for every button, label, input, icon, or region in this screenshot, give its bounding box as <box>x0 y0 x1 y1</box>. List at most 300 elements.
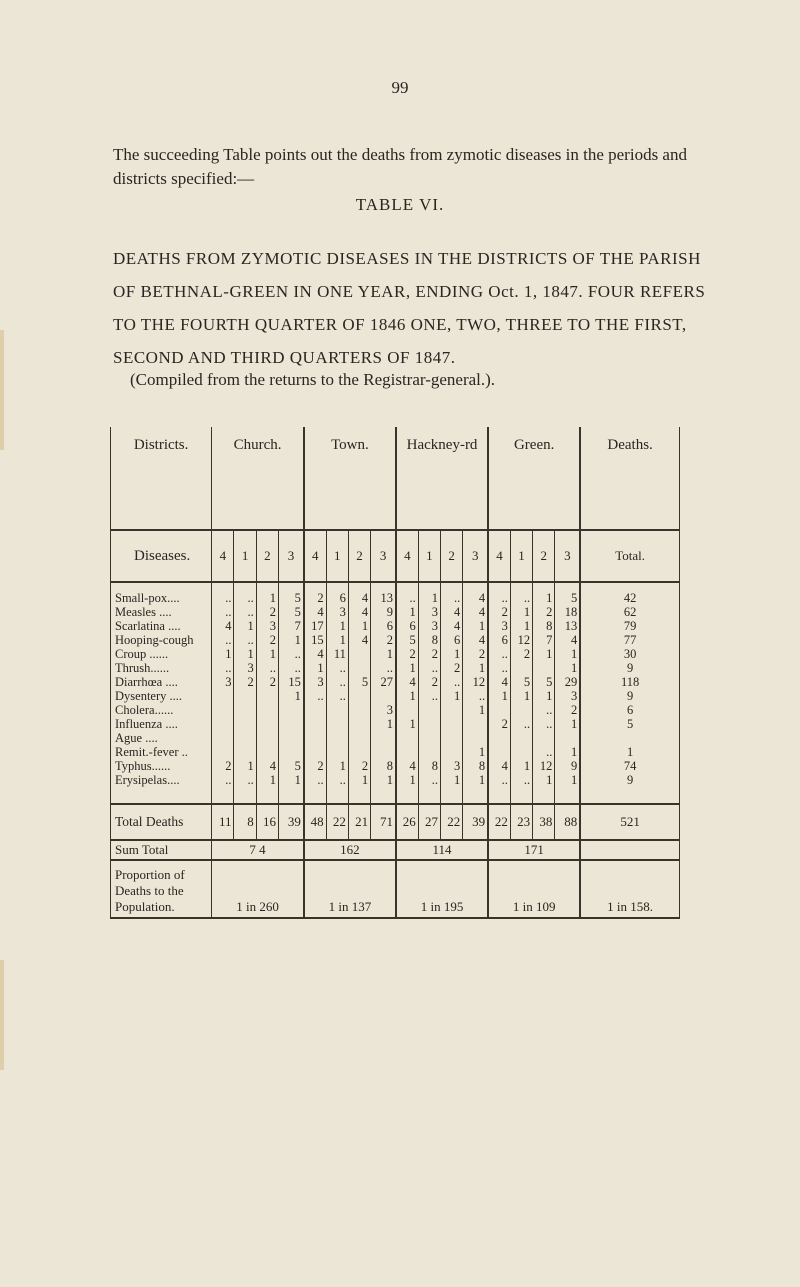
district-sum-total: 114 <box>396 840 488 860</box>
table-label: TABLE VI. <box>355 195 445 214</box>
death-count-cell: 3 <box>256 619 278 633</box>
proportion-label: Proportion of Deaths to the Population. <box>111 860 212 918</box>
death-count-cell: 2 <box>533 605 555 619</box>
disease-name: Diarrhœa .... <box>111 675 212 689</box>
death-count-cell: 3 <box>234 661 256 675</box>
death-count-cell: 1 <box>279 633 304 647</box>
death-count-cell: .. <box>510 773 532 804</box>
death-count-cell: 1 <box>463 773 488 804</box>
death-count-cell <box>488 745 510 759</box>
death-count-cell: 2 <box>418 647 440 661</box>
death-count-cell <box>371 689 396 703</box>
death-count-cell: 6 <box>441 633 463 647</box>
death-count-cell: 7 <box>533 633 555 647</box>
death-count-cell: 15 <box>279 675 304 689</box>
death-count-cell: 1 <box>510 619 532 633</box>
death-count-cell: .. <box>533 703 555 717</box>
death-count-cell <box>234 703 256 717</box>
death-count-cell: 1 <box>510 689 532 703</box>
death-count-cell: 4 <box>463 582 488 605</box>
quarter-header: 4 <box>396 530 418 582</box>
death-count-cell <box>304 717 326 731</box>
death-count-cell <box>441 717 463 731</box>
death-count-cell: 5 <box>555 582 580 605</box>
death-count-cell: .. <box>279 661 304 675</box>
death-count-cell: 1 <box>555 773 580 804</box>
death-count-cell: 4 <box>463 633 488 647</box>
death-count-cell: 1 <box>279 689 304 703</box>
table-row <box>111 633 680 647</box>
death-count-cell: 1 <box>555 745 580 759</box>
death-count-cell: .. <box>234 633 256 647</box>
death-count-cell: 1 <box>234 619 256 633</box>
intro-text: The succeeding Table points out the deaths from zymotic diseases in the periods and districts specified:— <box>113 145 687 188</box>
district-header-church: Church. <box>212 427 304 530</box>
death-count-cell: 1 <box>396 773 418 804</box>
death-count-cell <box>441 703 463 717</box>
death-count-cell: 1 <box>371 773 396 804</box>
death-count-cell: 4 <box>555 633 580 647</box>
death-count-cell: 2 <box>510 647 532 661</box>
death-count-cell: .. <box>212 773 234 804</box>
death-count-cell <box>212 745 234 759</box>
death-count-cell <box>256 745 278 759</box>
death-count-cell: 1 <box>533 647 555 661</box>
death-count-cell: .. <box>234 582 256 605</box>
death-count-cell <box>234 717 256 731</box>
quarter-header: 3 <box>371 530 396 582</box>
total-proportion: 1 in 158. <box>580 860 679 918</box>
death-count-cell: 4 <box>441 619 463 633</box>
death-count-cell <box>212 731 234 745</box>
death-count-cell: 4 <box>441 605 463 619</box>
death-count-cell <box>463 717 488 731</box>
disease-name: Small-pox.... <box>111 582 212 605</box>
death-count-cell: 1 <box>256 773 278 804</box>
death-count-cell: 12 <box>533 759 555 773</box>
death-count-cell: 1 <box>555 717 580 731</box>
death-count-cell <box>463 731 488 745</box>
disease-name: Remit.-fever .. <box>111 745 212 759</box>
death-count-cell: 1 <box>256 647 278 661</box>
death-count-cell: 2 <box>212 759 234 773</box>
death-count-cell: .. <box>441 582 463 605</box>
death-count-cell: .. <box>326 675 348 689</box>
district-header-town: Town. <box>304 427 396 530</box>
death-count-cell: 2 <box>555 703 580 717</box>
death-count-cell <box>371 745 396 759</box>
death-count-cell <box>256 717 278 731</box>
death-count-cell <box>234 745 256 759</box>
death-count-cell: 2 <box>304 582 326 605</box>
disease-name: Croup ...... <box>111 647 212 661</box>
death-count-cell: .. <box>418 689 440 703</box>
death-count-cell: 2 <box>418 675 440 689</box>
row-total: 1 <box>580 745 679 759</box>
death-count-cell: 4 <box>348 633 370 647</box>
row-total: 9 <box>580 689 679 703</box>
death-count-cell <box>234 731 256 745</box>
death-count-cell: 3 <box>555 689 580 703</box>
death-count-cell: 2 <box>256 605 278 619</box>
death-count-cell: 4 <box>488 759 510 773</box>
disease-name: Erysipelas.... <box>111 773 212 804</box>
death-count-cell: 5 <box>279 582 304 605</box>
death-count-cell: 6 <box>371 619 396 633</box>
death-count-cell: 1 <box>326 759 348 773</box>
death-count-cell: 1 <box>371 717 396 731</box>
death-count-cell: .. <box>279 647 304 661</box>
districts-header: Districts. <box>111 427 212 530</box>
death-count-cell <box>533 731 555 745</box>
death-count-cell: 3 <box>304 675 326 689</box>
death-count-cell <box>348 703 370 717</box>
death-count-cell: .. <box>418 773 440 804</box>
death-count-cell <box>348 717 370 731</box>
death-count-cell: 8 <box>533 619 555 633</box>
table-row <box>111 605 680 619</box>
death-count-cell <box>256 703 278 717</box>
disease-name: Cholera...... <box>111 703 212 717</box>
death-count-cell: 8 <box>463 759 488 773</box>
table-row <box>111 759 680 773</box>
total-deaths-cell: 23 <box>510 804 532 840</box>
death-count-cell: 1 <box>463 661 488 675</box>
table-row <box>111 731 680 745</box>
sum-total-blank <box>580 840 679 860</box>
death-count-cell: 1 <box>326 633 348 647</box>
death-count-cell: 1 <box>463 745 488 759</box>
table-row <box>111 773 680 804</box>
death-count-cell: 9 <box>555 759 580 773</box>
death-count-cell: .. <box>396 582 418 605</box>
total-deaths-cell: 22 <box>326 804 348 840</box>
quarter-header: 2 <box>348 530 370 582</box>
district-proportion: 1 in 260 <box>212 860 304 918</box>
death-count-cell: 15 <box>304 633 326 647</box>
quarter-header: 3 <box>555 530 580 582</box>
district-sum-total: 162 <box>304 840 396 860</box>
death-count-cell <box>441 745 463 759</box>
death-count-cell: 1 <box>533 773 555 804</box>
death-count-cell <box>441 731 463 745</box>
death-count-cell: .. <box>371 661 396 675</box>
death-count-cell: 5 <box>279 759 304 773</box>
death-count-cell: 3 <box>212 675 234 689</box>
death-count-cell: 5 <box>396 633 418 647</box>
death-count-cell: 27 <box>371 675 396 689</box>
death-count-cell: .. <box>488 773 510 804</box>
death-count-cell: 2 <box>256 675 278 689</box>
page-number: 99 <box>391 78 409 97</box>
district-proportion: 1 in 137 <box>304 860 396 918</box>
disease-name: Scarlatina .... <box>111 619 212 633</box>
total-deaths-cell: 21 <box>348 804 370 840</box>
death-count-cell: .. <box>256 661 278 675</box>
total-deaths-cell: 38 <box>533 804 555 840</box>
death-count-cell <box>510 745 532 759</box>
row-total: 9 <box>580 661 679 675</box>
death-count-cell: 6 <box>396 619 418 633</box>
disease-name: Measles .... <box>111 605 212 619</box>
death-count-cell: 2 <box>234 675 256 689</box>
death-count-cell: .. <box>212 582 234 605</box>
death-count-cell: 2 <box>348 759 370 773</box>
death-count-cell: 2 <box>256 633 278 647</box>
row-total: 62 <box>580 605 679 619</box>
deaths-header: Deaths. <box>580 427 679 530</box>
death-count-cell: 1 <box>555 647 580 661</box>
compiled-note: (Compiled from the returns to the Registrar-general.). <box>130 370 496 389</box>
death-count-cell: 1 <box>256 582 278 605</box>
district-proportion: 1 in 109 <box>488 860 580 918</box>
death-count-cell: 1 <box>555 661 580 675</box>
death-count-cell: 1 <box>371 647 396 661</box>
diseases-header: Diseases. <box>111 530 212 582</box>
total-deaths-cell: 16 <box>256 804 278 840</box>
table-row <box>111 619 680 633</box>
death-count-cell: 5 <box>348 675 370 689</box>
quarter-header: 4 <box>212 530 234 582</box>
death-count-cell <box>510 731 532 745</box>
death-count-cell: .. <box>510 717 532 731</box>
table-row <box>111 717 680 731</box>
death-count-cell <box>256 689 278 703</box>
death-count-cell: 1 <box>441 773 463 804</box>
death-count-cell <box>348 731 370 745</box>
disease-name: Hooping-cough <box>111 633 212 647</box>
death-count-cell: 13 <box>555 619 580 633</box>
death-count-cell: .. <box>326 661 348 675</box>
death-count-cell: 4 <box>396 759 418 773</box>
quarter-header: 2 <box>441 530 463 582</box>
sum-total-label: Sum Total <box>111 840 212 860</box>
death-count-cell: .. <box>533 717 555 731</box>
death-count-cell <box>279 703 304 717</box>
death-count-cell: 6 <box>326 582 348 605</box>
disease-name: Influenza .... <box>111 717 212 731</box>
death-count-cell: 29 <box>555 675 580 689</box>
death-count-cell: .. <box>304 773 326 804</box>
death-count-cell <box>348 745 370 759</box>
death-count-cell: 4 <box>212 619 234 633</box>
total-deaths-label: Total Deaths <box>111 804 212 840</box>
death-count-cell <box>279 731 304 745</box>
total-deaths-cell: 39 <box>279 804 304 840</box>
death-count-cell: 4 <box>463 605 488 619</box>
quarter-header: 1 <box>234 530 256 582</box>
death-count-cell: 2 <box>441 661 463 675</box>
death-count-cell: 8 <box>418 633 440 647</box>
quarter-header: 3 <box>463 530 488 582</box>
death-count-cell: .. <box>488 661 510 675</box>
death-count-cell <box>256 731 278 745</box>
death-count-cell <box>326 703 348 717</box>
quarter-header: 2 <box>256 530 278 582</box>
district-sum-total: 171 <box>488 840 580 860</box>
death-count-cell: 1 <box>463 703 488 717</box>
death-count-cell <box>348 661 370 675</box>
death-count-cell: .. <box>326 773 348 804</box>
district-proportion: 1 in 195 <box>396 860 488 918</box>
district-header-green: Green. <box>488 427 580 530</box>
death-count-cell: 1 <box>279 773 304 804</box>
death-count-cell: 8 <box>418 759 440 773</box>
death-count-cell <box>396 745 418 759</box>
death-count-cell <box>212 689 234 703</box>
death-count-cell: 3 <box>326 605 348 619</box>
death-count-cell <box>348 689 370 703</box>
disease-name: Typhus...... <box>111 759 212 773</box>
death-count-cell <box>212 703 234 717</box>
death-count-cell: 1 <box>533 582 555 605</box>
death-count-cell <box>533 661 555 675</box>
death-count-cell <box>488 703 510 717</box>
total-deaths-cell: 22 <box>441 804 463 840</box>
death-count-cell: 1 <box>348 773 370 804</box>
death-count-cell: 7 <box>279 619 304 633</box>
death-count-cell: 9 <box>371 605 396 619</box>
table-row <box>111 582 680 605</box>
death-count-cell: 12 <box>463 675 488 689</box>
death-count-cell: .. <box>533 745 555 759</box>
death-count-cell: .. <box>212 661 234 675</box>
death-count-cell: 8 <box>371 759 396 773</box>
row-total: 118 <box>580 675 679 689</box>
death-count-cell: 18 <box>555 605 580 619</box>
proportion-row <box>111 860 680 918</box>
death-count-cell: 1 <box>212 647 234 661</box>
death-count-cell: 4 <box>304 647 326 661</box>
death-count-cell <box>326 731 348 745</box>
total-deaths-cell: 22 <box>488 804 510 840</box>
total-deaths-row <box>111 804 680 840</box>
district-sum-total: 7 4 <box>212 840 304 860</box>
death-count-cell: 5 <box>510 675 532 689</box>
death-count-cell <box>326 717 348 731</box>
quarter-header: 3 <box>279 530 304 582</box>
total-deaths-cell: 26 <box>396 804 418 840</box>
death-count-cell: 1 <box>441 647 463 661</box>
death-count-cell: 3 <box>441 759 463 773</box>
death-count-cell: 1 <box>396 717 418 731</box>
death-count-cell: 12 <box>510 633 532 647</box>
death-count-cell <box>418 703 440 717</box>
death-count-cell <box>510 661 532 675</box>
death-count-cell: 1 <box>348 619 370 633</box>
death-count-cell: .. <box>304 689 326 703</box>
death-count-cell <box>488 731 510 745</box>
row-total: 30 <box>580 647 679 661</box>
death-count-cell <box>304 703 326 717</box>
death-count-cell: 1 <box>396 605 418 619</box>
death-count-cell: 6 <box>488 633 510 647</box>
death-count-cell: 2 <box>396 647 418 661</box>
district-header-hackney-rd: Hackney-rd <box>396 427 488 530</box>
death-count-cell: 1 <box>510 605 532 619</box>
death-count-cell: .. <box>326 689 348 703</box>
death-count-cell <box>396 703 418 717</box>
disease-name: Ague .... <box>111 731 212 745</box>
row-total: 5 <box>580 717 679 731</box>
death-count-cell: 4 <box>348 582 370 605</box>
death-count-cell <box>510 703 532 717</box>
death-count-cell <box>279 745 304 759</box>
death-count-cell: .. <box>212 633 234 647</box>
row-total: 42 <box>580 582 679 605</box>
row-total: 74 <box>580 759 679 773</box>
death-count-cell <box>304 745 326 759</box>
death-count-cell: 3 <box>371 703 396 717</box>
sum-total-row <box>111 840 680 860</box>
death-count-cell: 1 <box>418 582 440 605</box>
death-count-cell: 1 <box>441 689 463 703</box>
death-count-cell: 3 <box>418 605 440 619</box>
death-count-cell <box>326 745 348 759</box>
death-count-cell: .. <box>463 689 488 703</box>
death-count-cell: 1 <box>234 647 256 661</box>
death-count-cell <box>371 731 396 745</box>
death-count-cell: .. <box>234 773 256 804</box>
death-count-cell: 2 <box>371 633 396 647</box>
death-count-cell <box>348 647 370 661</box>
disease-name: Dysentery .... <box>111 689 212 703</box>
death-count-cell: .. <box>510 582 532 605</box>
row-total <box>580 731 679 745</box>
death-count-cell: 13 <box>371 582 396 605</box>
death-count-cell <box>418 745 440 759</box>
table-row <box>111 647 680 661</box>
death-count-cell: 4 <box>256 759 278 773</box>
death-count-cell: .. <box>488 647 510 661</box>
death-count-cell: 2 <box>304 759 326 773</box>
death-count-cell: 1 <box>488 689 510 703</box>
death-count-cell <box>212 717 234 731</box>
table-row <box>111 703 680 717</box>
death-count-cell: 5 <box>533 675 555 689</box>
death-count-cell: 4 <box>488 675 510 689</box>
death-count-cell <box>555 731 580 745</box>
death-count-cell: .. <box>488 582 510 605</box>
total-deaths-cell: 11 <box>212 804 234 840</box>
death-count-cell: 17 <box>304 619 326 633</box>
death-count-cell: .. <box>418 661 440 675</box>
death-count-cell: 1 <box>533 689 555 703</box>
table-row <box>111 745 680 759</box>
death-count-cell: 2 <box>488 717 510 731</box>
death-count-cell: 3 <box>488 619 510 633</box>
quarter-header: 1 <box>418 530 440 582</box>
quarter-header: 1 <box>510 530 532 582</box>
row-total: 9 <box>580 773 679 804</box>
death-count-cell: 1 <box>396 689 418 703</box>
quarter-header: 4 <box>488 530 510 582</box>
disease-name: Thrush...... <box>111 661 212 675</box>
total-deaths-cell: 71 <box>371 804 396 840</box>
death-count-cell <box>304 731 326 745</box>
grand-total: 521 <box>580 804 679 840</box>
death-count-cell: 1 <box>304 661 326 675</box>
death-count-cell <box>396 731 418 745</box>
death-count-cell: 1 <box>326 619 348 633</box>
total-deaths-cell: 88 <box>555 804 580 840</box>
death-count-cell: 5 <box>279 605 304 619</box>
death-count-cell <box>418 731 440 745</box>
death-count-cell: .. <box>441 675 463 689</box>
quarter-header: 4 <box>304 530 326 582</box>
table-row <box>111 689 680 703</box>
death-count-cell: .. <box>212 605 234 619</box>
